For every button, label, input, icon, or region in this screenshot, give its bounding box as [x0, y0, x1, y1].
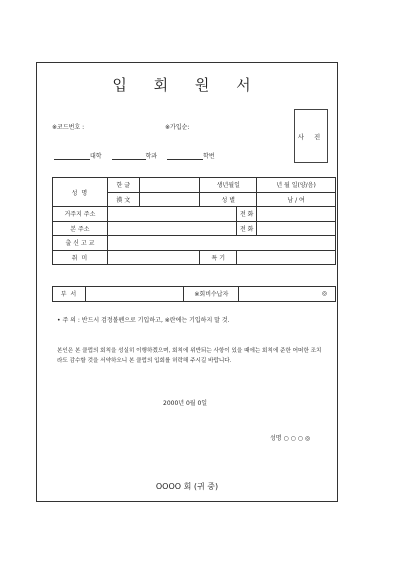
fee-collector-label: ※회비수납자: [184, 287, 239, 302]
phone-label: 전 화: [237, 207, 257, 222]
high-school-label: 출 신 고 교: [53, 236, 108, 251]
university-blank[interactable]: [54, 153, 90, 160]
hobby-label: 취 미: [53, 250, 108, 265]
join-order-label: ※가입순:: [165, 124, 190, 131]
applicant-signature: 성명 ○ ○ ○ ◎: [270, 435, 311, 442]
university-suffix: 대학: [90, 153, 102, 160]
name-label: 성 명: [53, 178, 108, 207]
department-label: 부 서: [53, 287, 86, 302]
pledge-paragraph: 본인은 본 클럽의 회칙을 성실히 이행하겠으며, 회칙에 위반되는 사항이 있을 때에는 회칙에 준한 어떠한 조치라도 감수할 것을 서약하오니 본 클럽의 입회를 허락해 주시길 바랍니다.: [57, 348, 322, 364]
affiliation-line: [54, 151, 215, 160]
department-blank[interactable]: [112, 153, 146, 160]
caution-note: • 주 의 : 반드시 검정볼펜으로 기입하고, ※란에는 기입하지 말 것.: [57, 317, 230, 324]
birth-label: 생년월일: [200, 178, 257, 193]
code-number-label: ※코드번호 :: [52, 124, 85, 131]
application-date: 2000년 0월 0일: [163, 400, 208, 407]
address-label: 거주지 주소: [53, 207, 108, 222]
skill-cell[interactable]: [237, 250, 336, 265]
department-cell[interactable]: [85, 287, 184, 302]
hanja-name-cell[interactable]: [139, 192, 200, 207]
department-suffix: 학과: [145, 153, 158, 160]
gender-value[interactable]: 남 / 여: [257, 192, 336, 207]
hobby-cell[interactable]: [107, 250, 200, 265]
student-id-blank[interactable]: [167, 153, 203, 160]
application-form: [36, 62, 338, 502]
gender-label: 성 별: [200, 192, 257, 207]
footer-recipient: OOOO 회 (귀 중): [155, 482, 219, 491]
phone-cell[interactable]: [257, 207, 336, 222]
form-title: 입 회 원 서: [112, 76, 262, 94]
photo-label: 사 진: [297, 132, 325, 141]
student-id-suffix: 학번: [203, 153, 215, 160]
phone-cell-2[interactable]: [257, 221, 336, 236]
high-school-cell[interactable]: [107, 236, 335, 251]
address-cell[interactable]: [107, 207, 236, 222]
photo-box: [294, 109, 328, 163]
hangul-name-cell[interactable]: [139, 178, 200, 193]
seal-mark: ◎: [321, 290, 327, 298]
skill-label: 특 기: [200, 250, 237, 265]
hanja-label: 漢 文: [107, 192, 139, 207]
home-address-cell[interactable]: [107, 221, 236, 236]
phone-label-2: 전 화: [237, 221, 257, 236]
personal-info-table: [52, 177, 336, 265]
home-address-label: 본 주소: [53, 221, 108, 236]
department-fee-table: [52, 286, 336, 302]
hangul-label: 한 글: [107, 178, 139, 193]
birth-value[interactable]: 년 월 일(양/음): [257, 178, 336, 193]
fee-collector-cell[interactable]: [239, 287, 336, 302]
